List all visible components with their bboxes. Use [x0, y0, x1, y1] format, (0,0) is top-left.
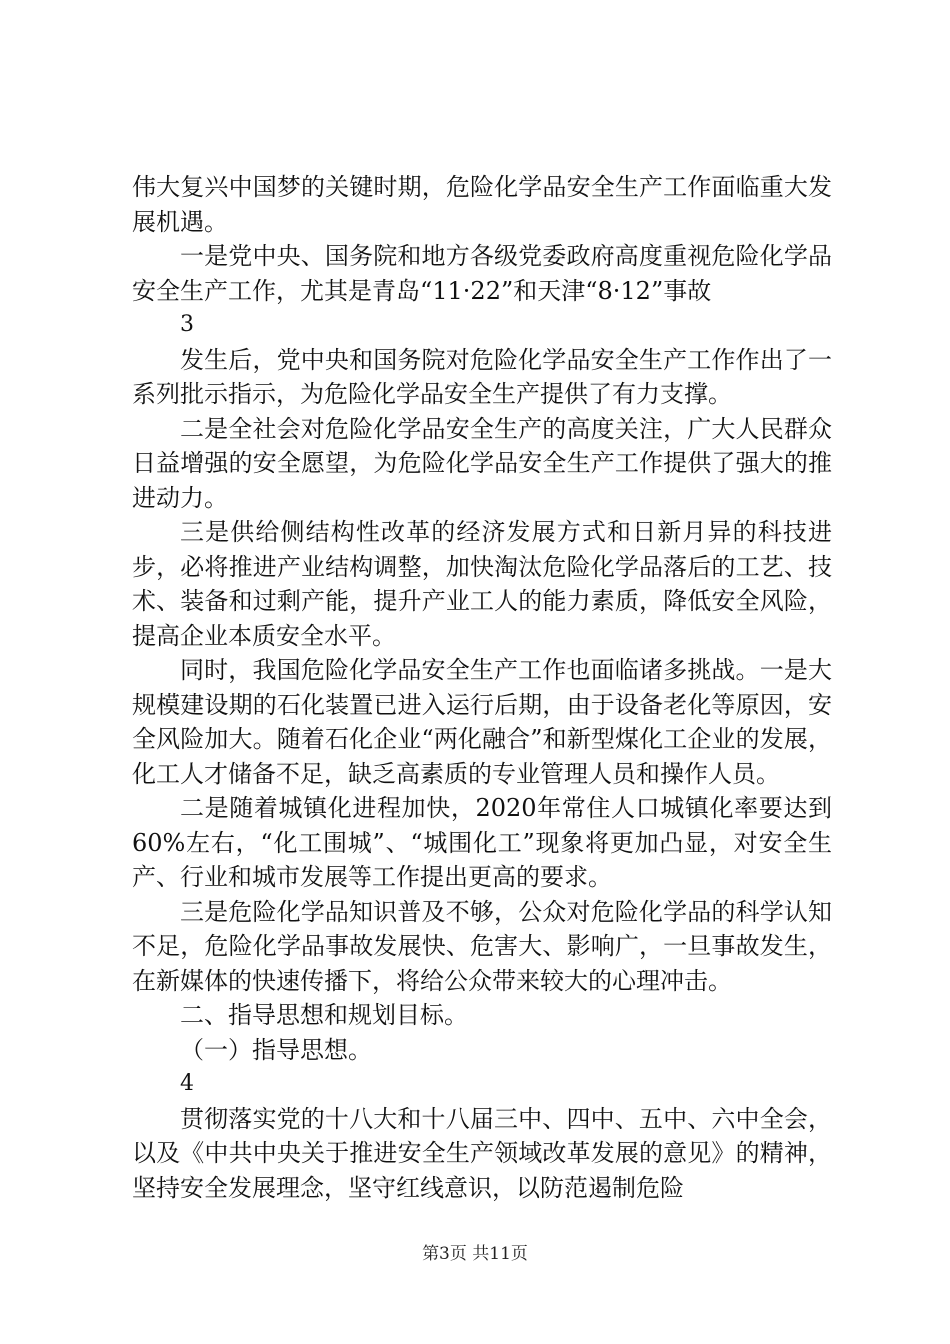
page-marker-3: 3 [180, 312, 194, 337]
paragraph-5: 三是供给侧结构性改革的经济发展方式和日新月异的科技进步，必将推进产业结构调整，加快淘汰危险化学品落后的工艺、技术、装备和过剩产能，提升产业工人的能力素质，降低安全风险，提高企业本质安全水平。 [132, 518, 832, 650]
paragraph-4: 二是全社会对危险化学品安全生产的高度关注，广大人民群众日益增强的安全愿望，为危险化学品安全生产工作提供了强大的推进动力。 [132, 414, 832, 512]
paragraph-1: 伟大复兴中国梦的关键时期，危险化学品安全生产工作面临重大发展机遇。 [132, 173, 832, 236]
page-footer: 第3页 共11页 [422, 1244, 528, 1264]
subsection-heading: （一）指导思想。 [180, 1035, 372, 1064]
paragraph-2: 一是党中央、国务院和地方各级党委政府高度重视危险化学品安全生产工作，尤其是青岛“11·22”和天津“8·12”事故 [132, 242, 832, 305]
paragraph-3: 发生后，党中央和国务院对危险化学品安全生产工作作出了一系列批示指示，为危险化学品安全生产提供了有力支撑。 [132, 345, 832, 408]
section-heading: 二、指导思想和规划目标。 [180, 1001, 468, 1029]
paragraph-8: 三是危险化学品知识普及不够，公众对危险化学品的科学认知不足，危险化学品事故发展快、危害大、影响广，一旦事故发生，在新媒体的快速传播下，将给公众带来较大的心理冲击。 [132, 897, 832, 995]
page-marker-4: 4 [180, 1071, 194, 1096]
paragraph-9: 贯彻落实党的十八大和十八届三中、四中、五中、六中全会，以及《中共中央关于推进安全生产领域改革发展的意见》的精神，坚持安全发展理念，坚守红线意识，以防范遏制危险 [132, 1104, 832, 1202]
paragraph-6: 同时，我国危险化学品安全生产工作也面临诸多挑战。一是大规模建设期的石化装置已进入运行后期，由于设备老化等原因，安全风险加大。随着石化企业“两化融合”和新型煤化工企业的发展，化工人才储备不足，缺乏高素质的专业管理人员和操作人员。 [132, 656, 832, 788]
paragraph-7: 二是随着城镇化进程加快，2020年常住人口城镇化率要达到60%左右，“化工围城”、“城围化工”现象将更加凸显，对安全生产、行业和城市发展等工作提出更高的要求。 [132, 794, 832, 891]
document-body [132, 170, 832, 1205]
